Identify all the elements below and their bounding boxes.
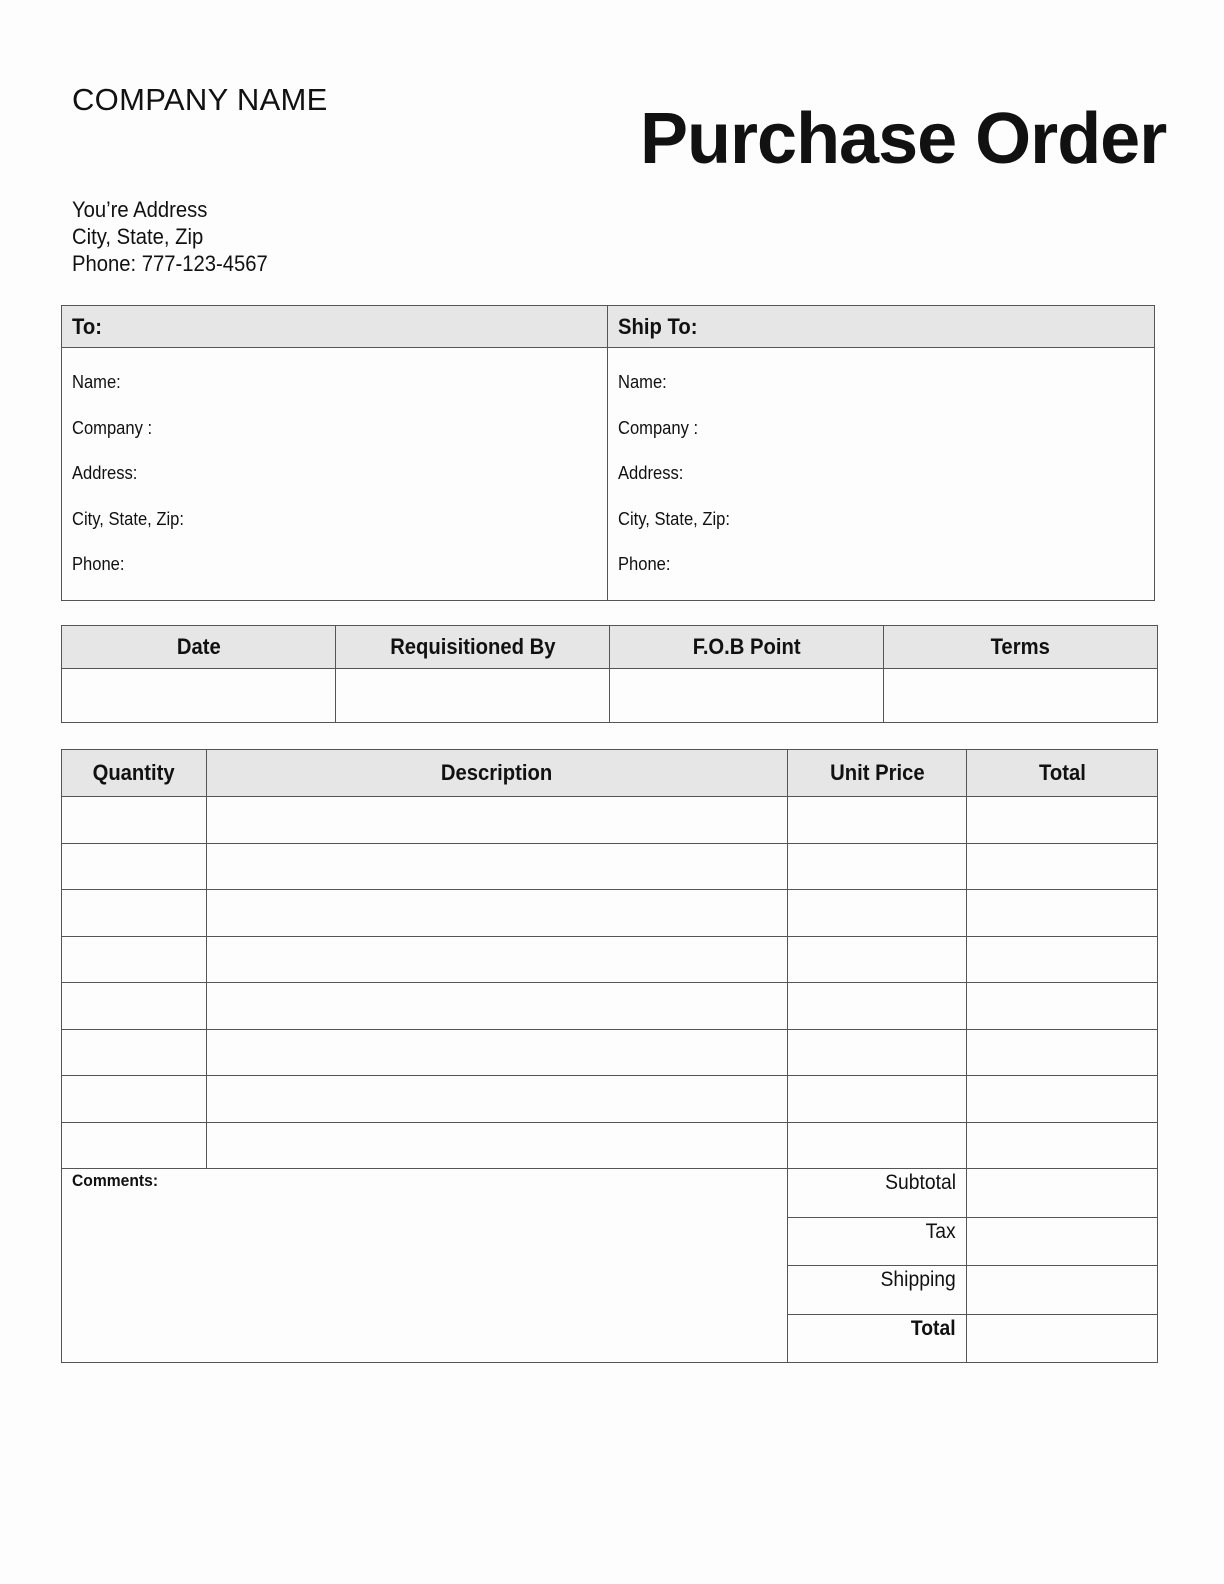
date-cell[interactable]: [62, 669, 336, 723]
date-header: Date: [62, 626, 336, 669]
description-cell[interactable]: [207, 890, 788, 937]
shipping-label: Shipping: [788, 1266, 967, 1315]
requisitioned-by-cell[interactable]: [336, 669, 610, 723]
tax-value-cell[interactable]: [967, 1217, 1158, 1266]
description-cell[interactable]: [207, 983, 788, 1030]
tax-label: Tax: [788, 1217, 967, 1266]
table-row: [62, 1076, 1158, 1123]
grand-total-label: Total: [788, 1314, 967, 1363]
shipping-value-cell[interactable]: [967, 1266, 1158, 1315]
unit-price-cell[interactable]: [788, 983, 967, 1030]
phone-line: Phone: 777-123-4567: [72, 251, 268, 276]
order-info-table: [61, 625, 1158, 723]
terms-header: Terms: [884, 626, 1158, 669]
quantity-cell[interactable]: [62, 1122, 207, 1169]
company-name: COMPANY NAME: [72, 82, 328, 117]
ship-to-company-label: Company :: [618, 417, 699, 438]
unit-price-header: Unit Price: [788, 750, 967, 797]
description-cell[interactable]: [207, 1029, 788, 1076]
total-cell[interactable]: [967, 890, 1158, 937]
to-phone-label: Phone:: [72, 554, 125, 574]
to-city-state-zip-label: City, State, Zip:: [72, 508, 184, 529]
quantity-header: Quantity: [62, 750, 207, 797]
description-cell[interactable]: [207, 936, 788, 983]
comments-box[interactable]: [62, 1169, 788, 1363]
subtotal-label: Subtotal: [788, 1169, 967, 1218]
total-cell[interactable]: [967, 1029, 1158, 1076]
fob-point-cell[interactable]: [610, 669, 884, 723]
description-header: Description: [207, 750, 788, 797]
to-header: To:: [62, 306, 608, 348]
grand-total-value-cell[interactable]: [967, 1314, 1158, 1363]
address-line-1: You’re Address: [72, 197, 208, 222]
to-address-label: Address:: [72, 463, 138, 483]
unit-price-cell[interactable]: [788, 843, 967, 890]
table-row: [62, 890, 1158, 937]
comments-label: Comments:: [72, 1171, 159, 1190]
fob-point-header: F.O.B Point: [610, 626, 884, 669]
table-row: [62, 1122, 1158, 1169]
quantity-cell[interactable]: [62, 983, 207, 1030]
unit-price-cell[interactable]: [788, 890, 967, 937]
to-ship-to-table: [61, 305, 1155, 601]
unit-price-cell[interactable]: [788, 797, 967, 844]
subtotal-value-cell[interactable]: [967, 1169, 1158, 1218]
ship-to-address-label: Address:: [618, 463, 684, 483]
quantity-cell[interactable]: [62, 890, 207, 937]
description-cell[interactable]: [207, 843, 788, 890]
to-fields[interactable]: [62, 348, 608, 601]
requisitioned-by-header: Requisitioned By: [336, 626, 610, 669]
total-cell[interactable]: [967, 1076, 1158, 1123]
table-row: [62, 936, 1158, 983]
description-cell[interactable]: [207, 1076, 788, 1123]
quantity-cell[interactable]: [62, 1076, 207, 1123]
quantity-cell[interactable]: [62, 843, 207, 890]
description-cell[interactable]: [207, 797, 788, 844]
unit-price-cell[interactable]: [788, 1029, 967, 1076]
unit-price-cell[interactable]: [788, 936, 967, 983]
total-cell[interactable]: [967, 843, 1158, 890]
page-title: Purchase Order: [640, 99, 1167, 179]
ship-to-name-label: Name:: [618, 372, 667, 392]
address-line-2: City, State, Zip: [72, 224, 204, 249]
total-cell[interactable]: [967, 936, 1158, 983]
total-header: Total: [967, 750, 1158, 797]
table-row: [62, 797, 1158, 844]
unit-price-cell[interactable]: [788, 1122, 967, 1169]
terms-cell[interactable]: [884, 669, 1158, 723]
total-cell[interactable]: [967, 983, 1158, 1030]
ship-to-fields[interactable]: [608, 348, 1155, 601]
table-row: [62, 983, 1158, 1030]
total-cell[interactable]: [967, 1122, 1158, 1169]
items-table: [61, 749, 1158, 1363]
ship-to-phone-label: Phone:: [618, 554, 671, 574]
to-company-label: Company :: [72, 417, 153, 438]
total-cell[interactable]: [967, 797, 1158, 844]
quantity-cell[interactable]: [62, 1029, 207, 1076]
to-name-label: Name:: [72, 372, 121, 392]
quantity-cell[interactable]: [62, 797, 207, 844]
table-row: [62, 843, 1158, 890]
quantity-cell[interactable]: [62, 936, 207, 983]
ship-to-city-state-zip-label: City, State, Zip:: [618, 508, 730, 529]
description-cell[interactable]: [207, 1122, 788, 1169]
table-row: [62, 1029, 1158, 1076]
ship-to-header: Ship To:: [608, 306, 1155, 348]
unit-price-cell[interactable]: [788, 1076, 967, 1123]
